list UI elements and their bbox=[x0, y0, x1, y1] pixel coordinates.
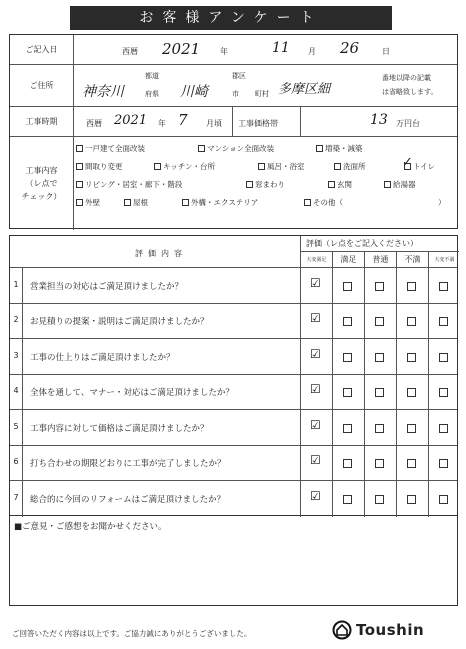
question-text: 工事内容に対して価格はご満足頂けましたか？ bbox=[30, 423, 209, 434]
checkbox[interactable] bbox=[76, 163, 83, 170]
date-label: ご記入日 bbox=[10, 35, 74, 64]
content-option[interactable] bbox=[76, 179, 182, 190]
rating-column-header: 満足 bbox=[332, 251, 364, 268]
rating-checkbox[interactable] bbox=[310, 417, 321, 433]
check-mark-icon: ☑ bbox=[310, 382, 321, 397]
date-month-unit: 月 bbox=[308, 47, 316, 56]
content-option-label: その他（ bbox=[313, 198, 343, 207]
rating-divider bbox=[428, 304, 429, 339]
content-option-label: キッチン・台所 bbox=[163, 162, 215, 171]
content-option-label: 給湯器 bbox=[393, 180, 416, 189]
eval-row bbox=[10, 339, 457, 375]
question-number: 2 bbox=[13, 315, 19, 325]
question-number: 5 bbox=[13, 421, 19, 431]
rating-checkbox[interactable] bbox=[310, 453, 321, 468]
address-row bbox=[10, 65, 457, 107]
content-option[interactable] bbox=[384, 179, 416, 190]
period-year[interactable]: 2021 bbox=[114, 113, 148, 128]
content-option-label: トイレ bbox=[413, 162, 436, 171]
rating-checkbox[interactable] bbox=[407, 459, 416, 468]
rating-divider bbox=[300, 339, 301, 374]
question-number-divider bbox=[22, 339, 23, 374]
question-text: 全体を通して、マナー・対応はご満足頂けましたか？ bbox=[30, 388, 234, 399]
question-number: 7 bbox=[13, 492, 19, 502]
rating-divider bbox=[300, 268, 301, 303]
rating-checkbox[interactable] bbox=[407, 282, 416, 291]
check-mark-icon: ☑ bbox=[310, 453, 321, 468]
content-option[interactable] bbox=[76, 143, 145, 154]
date-year[interactable]: 2021 bbox=[162, 40, 201, 58]
price-label: 工事価格帯 bbox=[238, 119, 278, 128]
rating-divider bbox=[364, 268, 365, 303]
rating-divider bbox=[396, 339, 397, 374]
period-year-unit: 年 bbox=[158, 119, 166, 128]
brand-name: Toushin bbox=[356, 621, 425, 639]
checkbox[interactable] bbox=[328, 181, 335, 188]
checkbox[interactable] bbox=[258, 163, 265, 170]
question-number-divider bbox=[22, 268, 23, 303]
content-option[interactable] bbox=[258, 161, 305, 172]
rating-divider bbox=[428, 481, 429, 517]
rating-divider bbox=[332, 304, 333, 339]
content-option[interactable] bbox=[316, 143, 363, 154]
check-mark-icon: ☑ bbox=[310, 417, 321, 432]
rating-checkbox[interactable] bbox=[407, 317, 416, 326]
content-option-label: 洗面所 bbox=[343, 162, 366, 171]
question-number-divider bbox=[22, 375, 23, 410]
checkbox[interactable] bbox=[76, 145, 83, 152]
rating-divider bbox=[332, 339, 333, 374]
toushin-logo-icon bbox=[332, 620, 352, 640]
rating-checkbox[interactable] bbox=[310, 488, 321, 504]
content-option[interactable] bbox=[76, 197, 100, 208]
address-prefecture[interactable]: 神奈川 bbox=[82, 84, 124, 100]
rating-checkbox[interactable] bbox=[310, 346, 321, 362]
content-option-label: 外壁 bbox=[85, 198, 100, 207]
content-option[interactable] bbox=[246, 179, 285, 190]
rating-column-header: 大変満足 bbox=[300, 251, 332, 268]
price-value[interactable]: 13 bbox=[370, 112, 388, 128]
page-title: お客様アンケート bbox=[70, 6, 392, 30]
rating-divider bbox=[300, 446, 301, 481]
address-note-1: 番地以降の記載 bbox=[382, 74, 431, 82]
rating-divider bbox=[396, 410, 397, 445]
period-era: 西暦 bbox=[86, 119, 102, 128]
content-option[interactable] bbox=[328, 179, 352, 190]
price-unit: 万円台 bbox=[396, 119, 420, 128]
period-divider bbox=[232, 107, 233, 136]
content-option[interactable] bbox=[198, 143, 274, 154]
brand-logo bbox=[332, 620, 424, 640]
date-year-unit: 年 bbox=[220, 47, 228, 56]
checkbox[interactable]: ✓ bbox=[402, 155, 413, 170]
content-option-label: リビング・居室・廊下・階段 bbox=[85, 180, 183, 189]
eval-row bbox=[10, 268, 457, 304]
checkbox[interactable] bbox=[76, 199, 83, 206]
town-unit: 町村 bbox=[255, 90, 269, 98]
checkbox[interactable] bbox=[124, 199, 131, 206]
eval-row bbox=[10, 304, 457, 340]
content-option[interactable] bbox=[304, 197, 343, 208]
content-label: 工事内容 （レ点で チェック） bbox=[10, 137, 74, 230]
city-unit: 郡区 bbox=[232, 72, 246, 80]
rating-checkbox[interactable] bbox=[375, 388, 384, 397]
rating-checkbox[interactable] bbox=[375, 424, 384, 433]
content-row bbox=[10, 137, 457, 230]
rating-divider bbox=[300, 304, 301, 339]
rating-divider bbox=[332, 446, 333, 481]
eval-header-row bbox=[10, 236, 457, 268]
rating-checkbox[interactable] bbox=[343, 424, 352, 433]
content-option-label: 屋根 bbox=[133, 198, 148, 207]
rating-divider bbox=[396, 375, 397, 410]
comments-area[interactable] bbox=[14, 534, 453, 601]
checkbox[interactable] bbox=[316, 145, 323, 152]
rating-divider bbox=[300, 375, 301, 410]
rating-divider bbox=[428, 268, 429, 303]
comments-label: ■ご意見・ご感想をお聞かせください。 bbox=[14, 522, 167, 532]
address-city[interactable]: 川崎 bbox=[180, 84, 208, 100]
check-mark-icon: ☑ bbox=[310, 311, 321, 326]
rating-divider bbox=[428, 446, 429, 481]
rating-divider bbox=[332, 481, 333, 517]
rating-checkbox[interactable] bbox=[310, 275, 321, 291]
address-label: ご住所 bbox=[10, 65, 74, 106]
rating-checkbox[interactable] bbox=[439, 459, 448, 468]
rating-checkbox[interactable] bbox=[407, 353, 416, 362]
rating-checkbox[interactable] bbox=[343, 495, 352, 504]
rating-column-header: 普通 bbox=[364, 251, 396, 268]
rating-checkbox[interactable] bbox=[439, 424, 448, 433]
period-row bbox=[10, 107, 457, 137]
rating-checkbox[interactable] bbox=[407, 424, 416, 433]
check-mark-icon: ☑ bbox=[310, 346, 321, 361]
content-option[interactable] bbox=[182, 197, 258, 208]
rating-divider bbox=[396, 268, 397, 303]
rating-divider bbox=[332, 268, 333, 303]
eval-row bbox=[10, 481, 457, 517]
date-era: 西暦 bbox=[122, 47, 138, 56]
date-day[interactable]: 26 bbox=[340, 39, 360, 57]
check-mark-icon: ☑ bbox=[310, 488, 321, 503]
rating-checkbox[interactable] bbox=[343, 282, 352, 291]
rating-column-header: 大変不満 bbox=[428, 251, 460, 268]
content-option-label: 間取り変更 bbox=[85, 162, 123, 171]
address-note-2: は省略致します。 bbox=[382, 88, 438, 96]
question-number-divider bbox=[22, 446, 23, 481]
rating-header: 評価（レ点をご記入ください） bbox=[306, 239, 418, 248]
rating-divider bbox=[428, 375, 429, 410]
question-number-divider bbox=[22, 410, 23, 445]
rating-divider bbox=[428, 339, 429, 374]
rating-checkbox[interactable] bbox=[343, 317, 352, 326]
customer-info-form bbox=[9, 34, 458, 229]
pref-unit: 都道 bbox=[145, 72, 159, 80]
rating-checkbox[interactable] bbox=[375, 282, 384, 291]
rating-checkbox[interactable] bbox=[375, 353, 384, 362]
content-option-label: 風呂・浴室 bbox=[267, 162, 305, 171]
rating-checkbox[interactable] bbox=[310, 382, 321, 397]
check-mark-icon: ☑ bbox=[310, 275, 321, 290]
eval-row bbox=[10, 375, 457, 411]
rating-checkbox[interactable] bbox=[439, 282, 448, 291]
rating-divider bbox=[364, 481, 365, 517]
checkbox[interactable] bbox=[198, 145, 205, 152]
question-text: お見積りの提案・説明はご満足頂けましたか？ bbox=[30, 317, 209, 328]
question-text: 営業担当の対応はご満足頂けましたか？ bbox=[30, 281, 184, 292]
question-number: 3 bbox=[13, 350, 19, 360]
rating-divider bbox=[396, 481, 397, 517]
question-number-divider bbox=[22, 304, 23, 339]
city-unit2: 市 bbox=[232, 90, 239, 98]
rating-divider bbox=[364, 375, 365, 410]
checkbox[interactable] bbox=[246, 181, 253, 188]
rating-column-header: 不満 bbox=[396, 251, 428, 268]
rating-checkbox[interactable] bbox=[407, 495, 416, 504]
rating-divider bbox=[364, 446, 365, 481]
rating-checkbox[interactable] bbox=[439, 388, 448, 397]
question-text: 打ち合わせの期限どおりに工事が完了しましたか？ bbox=[30, 459, 226, 470]
question-text: 総合的に今回のリフォームはご満足頂けましたか？ bbox=[30, 494, 226, 505]
rating-checkbox[interactable] bbox=[375, 495, 384, 504]
content-option-label: 窓まわり bbox=[255, 180, 285, 189]
rating-divider bbox=[396, 304, 397, 339]
rating-divider bbox=[300, 481, 301, 517]
content-option-label: マンション全面改装 bbox=[207, 144, 275, 153]
rating-divider bbox=[364, 304, 365, 339]
eval-row bbox=[10, 410, 457, 446]
content-option-label: 一戸建て全面改装 bbox=[85, 144, 145, 153]
rating-divider bbox=[364, 410, 365, 445]
date-day-unit: 日 bbox=[382, 47, 390, 56]
eval-header: 評価内容 bbox=[135, 249, 187, 258]
rating-checkbox[interactable] bbox=[343, 459, 352, 468]
content-option[interactable] bbox=[76, 161, 123, 172]
checkbox[interactable] bbox=[304, 199, 311, 206]
date-row bbox=[10, 35, 457, 65]
period-month[interactable]: 7 bbox=[178, 111, 188, 129]
rating-checkbox[interactable] bbox=[343, 388, 352, 397]
checkbox[interactable] bbox=[182, 199, 189, 206]
content-option-label: 外構・エクステリア bbox=[191, 198, 259, 207]
rating-checkbox[interactable] bbox=[310, 311, 321, 326]
rating-checkbox[interactable] bbox=[439, 317, 448, 326]
rating-divider bbox=[332, 375, 333, 410]
footer-thanks: ご回答いただく内容は以上です。ご協力誠にありがとうございました。 bbox=[12, 629, 252, 638]
address-ward[interactable]: 多摩区細 bbox=[278, 82, 331, 97]
period-month-unit: 月頃 bbox=[206, 119, 222, 128]
checkbox[interactable] bbox=[384, 181, 391, 188]
checkbox[interactable] bbox=[76, 181, 83, 188]
other-close: ） bbox=[438, 198, 446, 207]
date-month[interactable]: 11 bbox=[272, 40, 290, 56]
rating-checkbox[interactable] bbox=[375, 459, 384, 468]
evaluation-table bbox=[9, 235, 458, 516]
question-number: 1 bbox=[13, 279, 19, 289]
rating-checkbox[interactable] bbox=[375, 317, 384, 326]
content-option-label: 増築・減築 bbox=[325, 144, 363, 153]
rating-divider bbox=[428, 410, 429, 445]
question-number: 4 bbox=[13, 386, 19, 396]
eval-row bbox=[10, 446, 457, 482]
content-option[interactable] bbox=[124, 197, 148, 208]
rating-divider bbox=[332, 410, 333, 445]
checkbox[interactable] bbox=[334, 163, 341, 170]
comments-box bbox=[9, 516, 458, 606]
content-option[interactable] bbox=[402, 155, 436, 172]
period-label: 工事時期 bbox=[10, 107, 74, 136]
question-text: 工事の仕上りはご満足頂けましたか？ bbox=[30, 352, 175, 363]
content-option[interactable] bbox=[154, 161, 215, 172]
rating-checkbox[interactable] bbox=[407, 388, 416, 397]
rating-checkbox[interactable] bbox=[439, 495, 448, 504]
content-option[interactable] bbox=[334, 161, 366, 172]
content-option-label: 玄関 bbox=[337, 180, 352, 189]
rating-checkbox[interactable] bbox=[343, 353, 352, 362]
rating-divider bbox=[364, 339, 365, 374]
rating-checkbox[interactable] bbox=[439, 353, 448, 362]
question-number-divider bbox=[22, 481, 23, 517]
question-number: 6 bbox=[13, 457, 19, 467]
checkbox[interactable] bbox=[154, 163, 161, 170]
price-divider bbox=[300, 107, 301, 136]
rating-divider bbox=[396, 446, 397, 481]
pref-unit2: 府県 bbox=[145, 90, 159, 98]
rating-divider bbox=[300, 410, 301, 445]
